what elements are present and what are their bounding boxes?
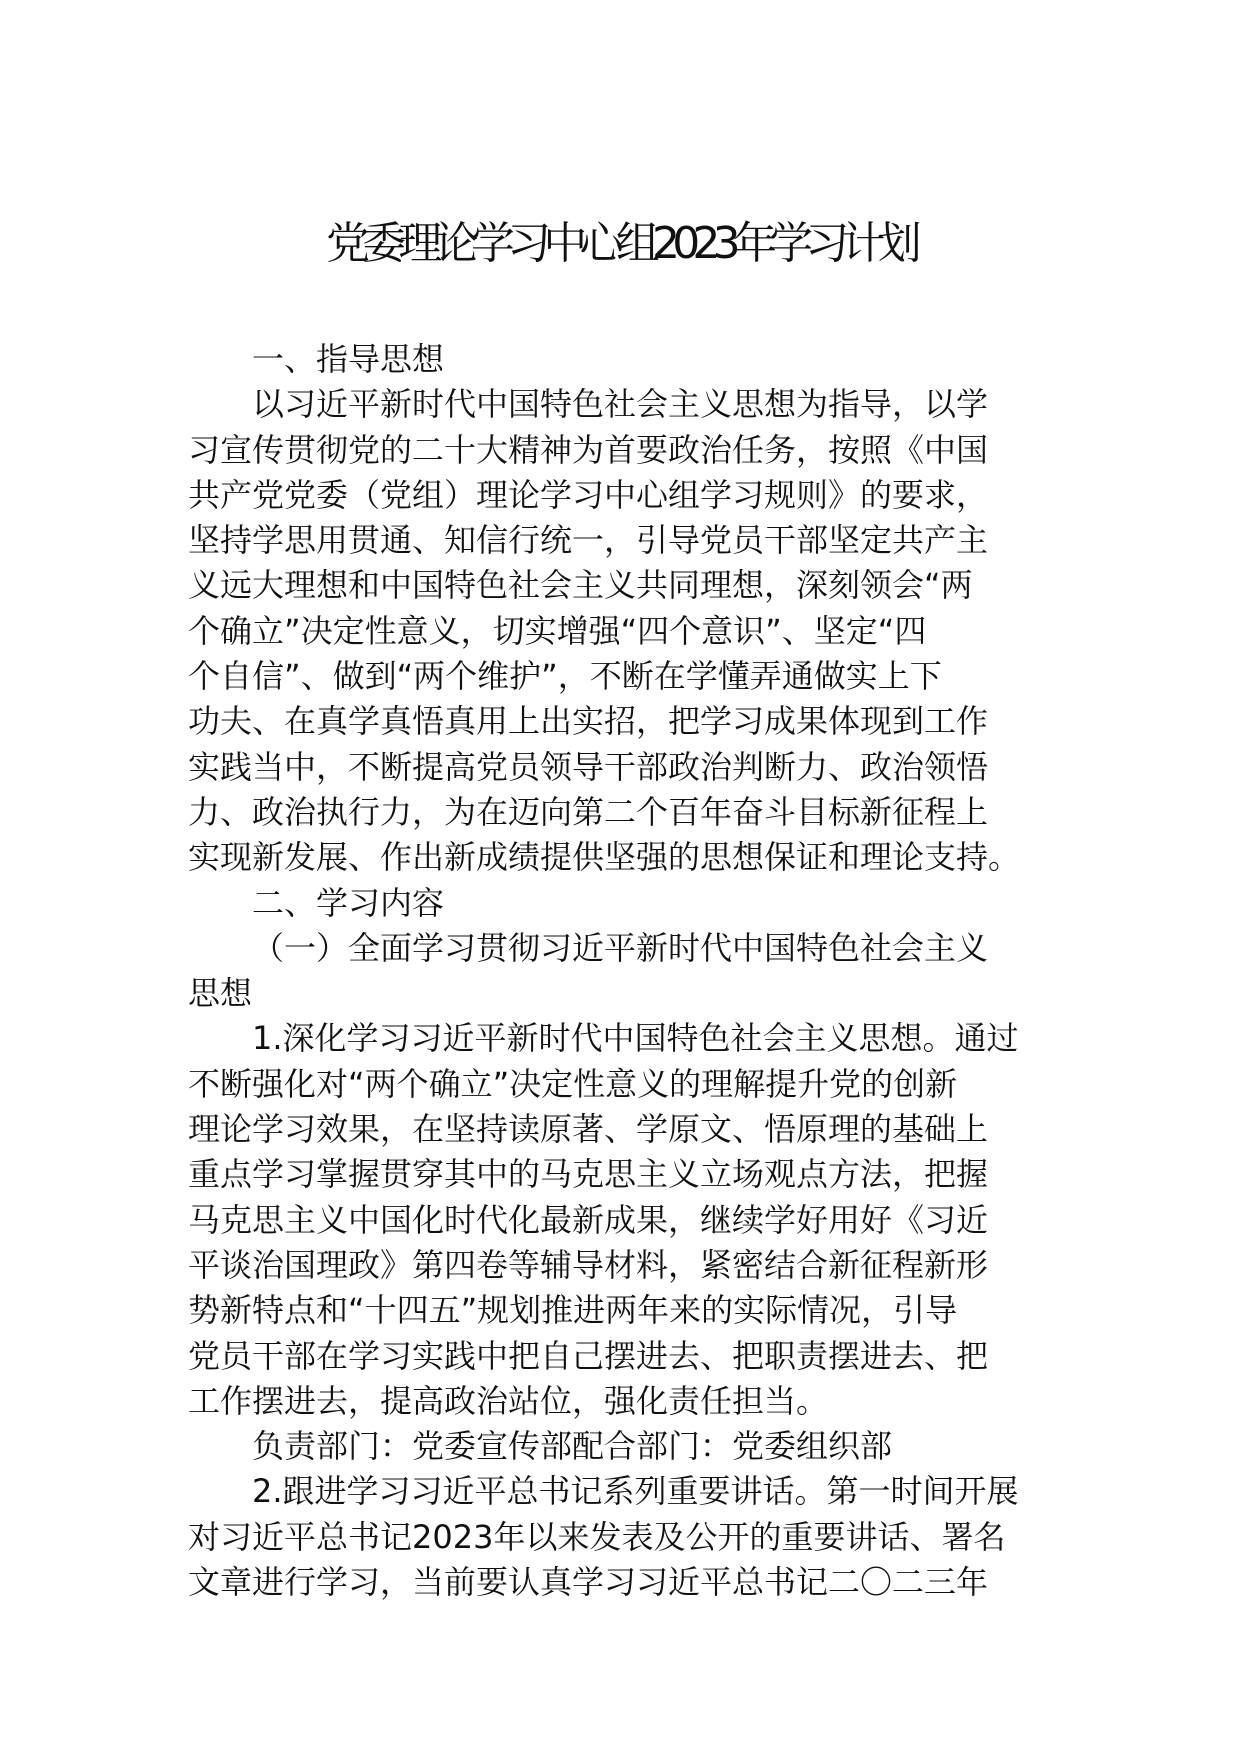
text-line: （一）全面学习贯彻习近平新时代中国特色社会主义 — [252, 928, 989, 967]
text-line: 个自信”、做到“两个维护”，不断在学懂弄通做实上下 — [188, 657, 942, 696]
text-line: 共产党党委（党组）理论学习中心组学习规则》的要求， — [188, 475, 989, 514]
text-line: 思想 — [188, 974, 253, 1013]
text-line: 义远大理想和中国特色社会主义共同理想，深刻领会“两 — [188, 566, 973, 605]
text-line: 功夫、在真学真悟真用上出实招，把学习成果体现到工作 — [188, 702, 989, 741]
text-line: 2.跟进学习习近平总书记系列重要讲话。第一时间开展 — [252, 1472, 1019, 1511]
text-line: 势新特点和“十四五”规划推进两年来的实际情况，引导 — [188, 1291, 958, 1330]
text-line: 平谈治国理政》第四卷等辅导材料，紧密结合新征程新形 — [188, 1245, 989, 1284]
text-line: 坚持学思用贯通、知信行统一，引导党员干部坚定共产主 — [188, 521, 989, 560]
text-line: 重点学习掌握贯穿其中的马克思主义立场观点方法，把握 — [188, 1155, 989, 1194]
text-line: 一、指导思想 — [252, 340, 445, 378]
text-line: 工作摆进去，提高政治站位，强化责任担当。 — [188, 1381, 829, 1420]
text-line: 对习近平总书记2023年以来发表及公开的重要讲话、署名 — [188, 1517, 1006, 1556]
text-line: 不断强化对“两个确立”决定性意义的理解提升党的创新 — [188, 1064, 958, 1103]
text-line: 力、政治执行力，为在迈向第二个百年奋斗目标新征程上 — [188, 792, 989, 831]
text-line: 理论学习效果，在坚持读原著、学原文、悟原理的基础上 — [188, 1110, 989, 1149]
text-line: 个确立”决定性意义，切实增强“四个意识”、坚定“四 — [188, 611, 927, 650]
text-line: 实践当中，不断提高党员领导干部政治判断力、政治领悟 — [188, 747, 989, 786]
document-body — [188, 337, 1056, 1605]
text-line: 以习近平新时代中国特色社会主义思想为指导，以学 — [252, 385, 989, 424]
text-line: 马克思主义中国化时代化最新成果，继续学好用好《习近 — [188, 1200, 989, 1239]
text-line: 1.深化学习习近平新时代中国特色社会主义思想。通过 — [252, 1019, 1019, 1058]
text-line: 二、学习内容 — [252, 883, 445, 922]
text-line: 文章进行学习，当前要认真学习习近平总书记二〇二三年 — [188, 1563, 989, 1602]
text-line: 负责部门：党委宣传部配合部门：党委组织部 — [252, 1427, 893, 1466]
text-line: 党员干部在学习实践中把自己摆进去、把职责摆进去、把 — [188, 1336, 989, 1375]
document-title: 党委理论学习中心组2023年学习计划 — [326, 218, 914, 269]
text-line: 习宣传贯彻党的二十大精神为首要政治任务，按照《中国 — [188, 430, 989, 469]
text-line: 实现新发展、作出新成绩提供坚强的思想保证和理论支持。 — [188, 838, 1021, 877]
